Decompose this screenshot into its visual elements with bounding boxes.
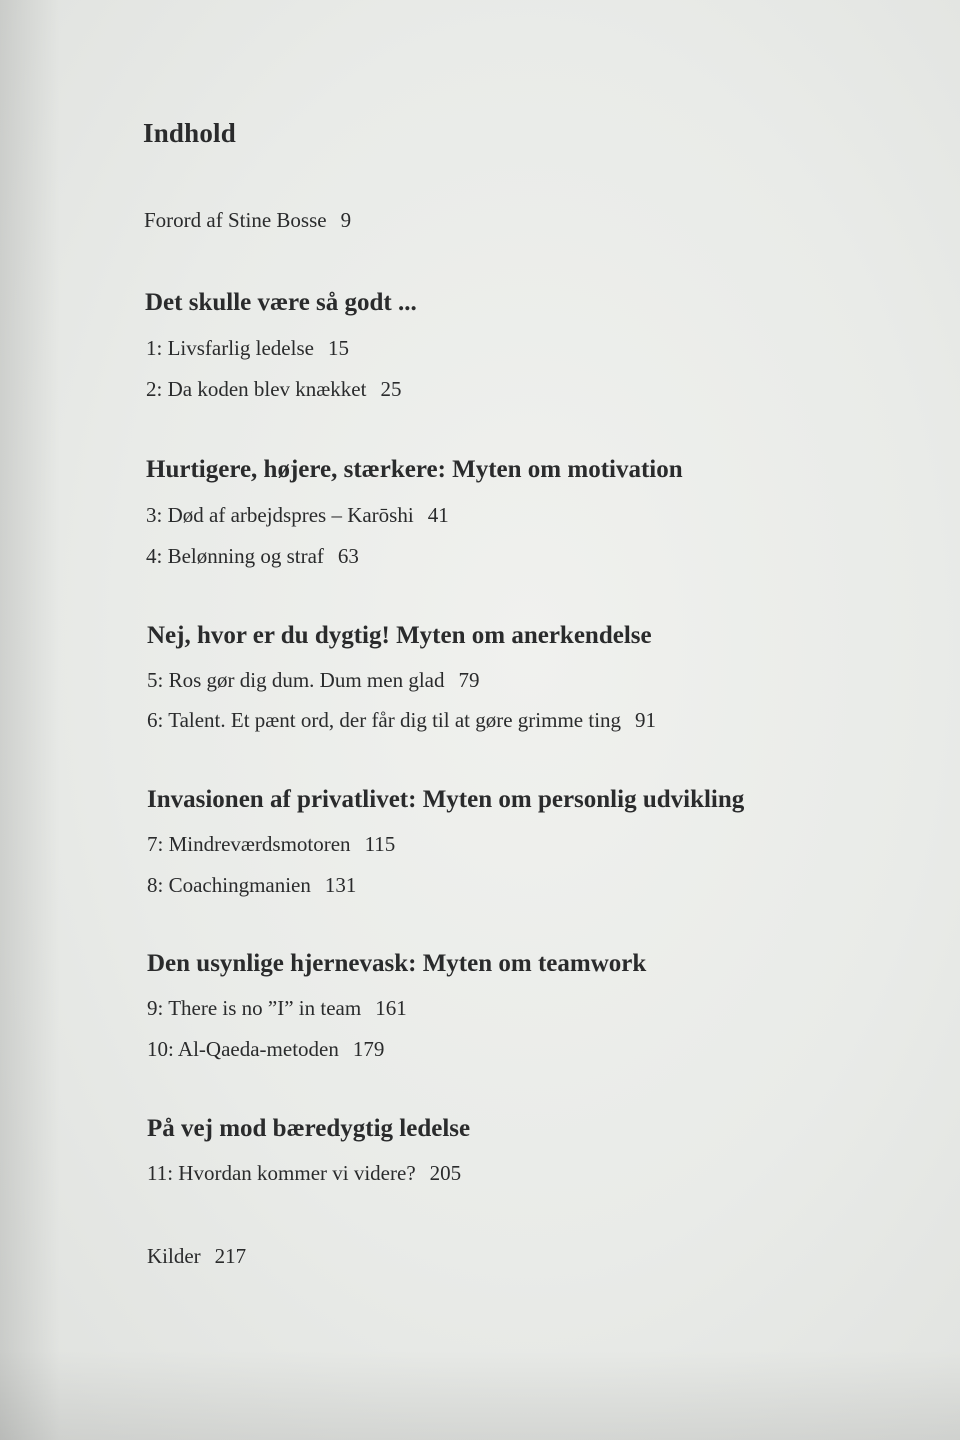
toc-entry-page: 217	[214, 1244, 247, 1268]
section-heading: Invasionen af privatlivet: Myten om personlig udvikling	[147, 786, 745, 813]
toc-entry-label: Kilder	[147, 1244, 201, 1268]
toc-entry-label: Forord af Stine Bosse	[144, 208, 327, 232]
toc-entry-label: 3: Død af arbejdspres – Karōshi	[146, 503, 414, 527]
toc-entry	[147, 708, 656, 733]
toc-entry-label: 7: Mindreværdsmotoren	[147, 832, 351, 856]
toc-title: Indhold	[143, 118, 236, 148]
section-heading: Det skulle være så godt ...	[145, 289, 417, 316]
toc-entry-label: 8: Coachingmanien	[147, 873, 311, 897]
toc-entry-label: 1: Livsfarlig ledelse	[146, 336, 314, 360]
toc-entry-page: 91	[635, 708, 657, 732]
toc-entry-page: 63	[337, 544, 359, 568]
section-heading: Den usynlige hjernevask: Myten om teamwork	[147, 950, 647, 977]
toc-entry	[147, 1037, 384, 1062]
toc-entry-label: 2: Da koden blev knækket	[146, 377, 367, 401]
toc-entry-sources	[147, 1244, 246, 1269]
toc-entry-label: 9: There is no ”I” in team	[147, 996, 362, 1020]
toc-entry	[146, 336, 349, 361]
section-heading: Nej, hvor er du dygtig! Myten om anerkendelse	[147, 622, 652, 649]
toc-entry-label: 5: Ros gør dig dum. Dum men glad	[147, 668, 445, 692]
section-heading: På vej mod bæredygtig ledelse	[147, 1115, 471, 1142]
toc-entry	[146, 544, 359, 569]
toc-entry-page: 161	[375, 996, 407, 1020]
toc-entry	[147, 873, 356, 898]
section-heading: Hurtigere, højere, stærkere: Myten om motivation	[146, 456, 683, 483]
toc-entry	[146, 503, 449, 528]
toc-entry-label: 4: Belønning og straf	[146, 544, 324, 568]
toc-entry-label: 11: Hvordan kommer vi videre?	[147, 1161, 416, 1185]
toc-entry-label: 6: Talent. Et pænt ord, der får dig til at gøre grimme ting	[147, 708, 622, 732]
toc-entry-page: 179	[352, 1037, 385, 1061]
toc-entry	[147, 1161, 461, 1186]
toc-entry	[146, 377, 401, 402]
toc-entry	[147, 668, 480, 693]
toc-entry-page: 15	[327, 336, 349, 360]
toc-entry-label: 10: Al-Qaeda-metoden	[147, 1037, 339, 1061]
toc-entry-page: 79	[458, 668, 480, 692]
toc-entry	[147, 996, 407, 1021]
toc-entry-page: 9	[340, 208, 352, 232]
toc-entry	[147, 832, 395, 857]
toc-entry-page: 131	[324, 873, 357, 897]
toc-entry-page: 41	[427, 503, 449, 527]
toc-entry-page: 205	[429, 1161, 462, 1185]
toc-entry-foreword	[144, 208, 351, 233]
toc-entry-page: 25	[380, 377, 402, 401]
toc-entry-page: 115	[364, 832, 396, 856]
